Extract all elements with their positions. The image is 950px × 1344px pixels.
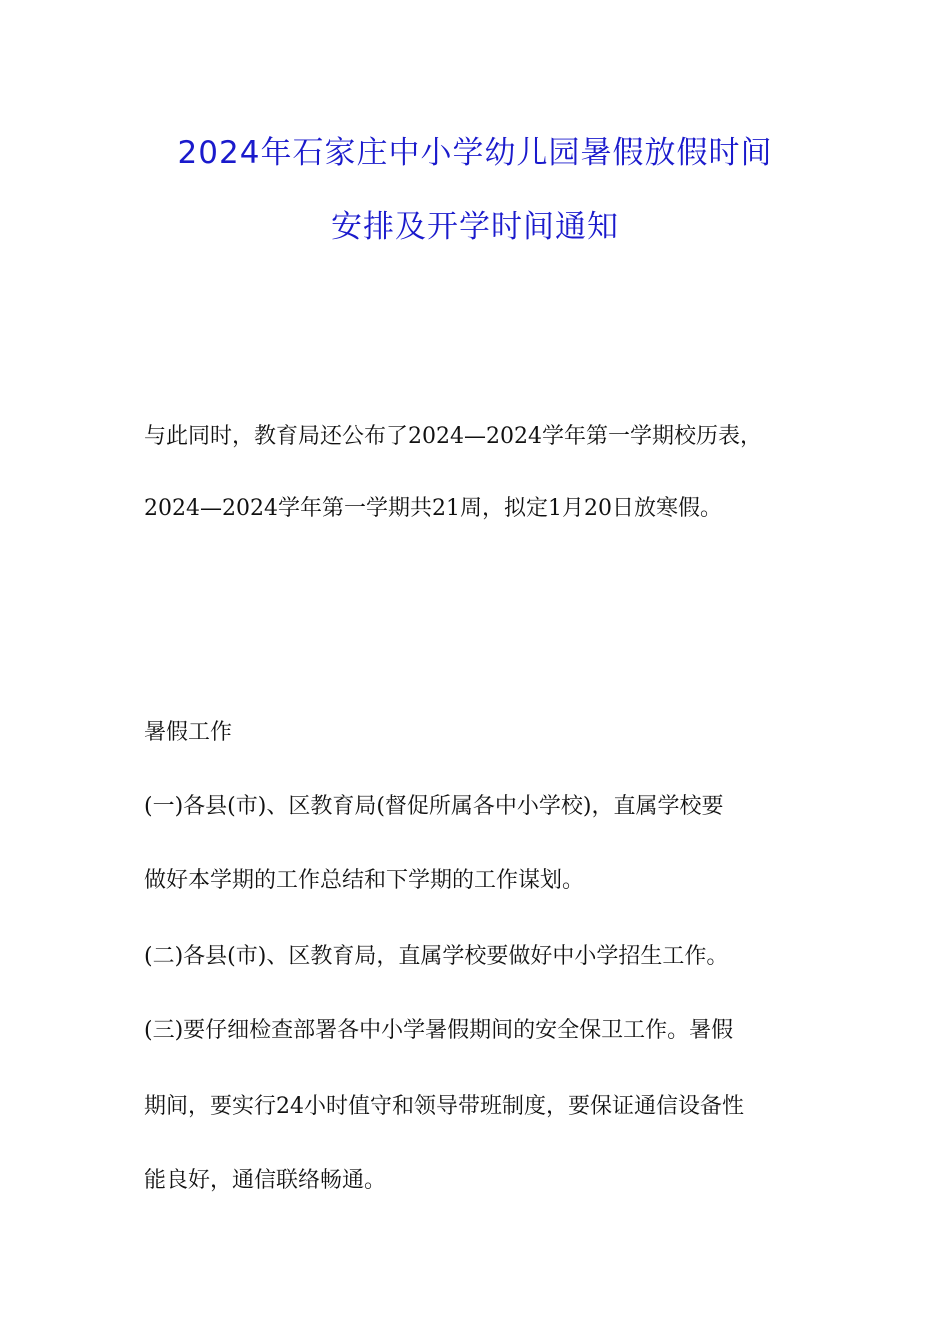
item-1-line-1: (一)各县(市)、区教育局(督促所属各中小学校)，直属学校要: [144, 794, 724, 819]
item-3-line-2: 期间，要实行24小时值守和领导带班制度，要保证通信设备性: [144, 1094, 744, 1119]
item-1-line-2: 做好本学期的工作总结和下学期的工作谋划。: [144, 868, 585, 893]
item-3-line-1: (三)要仔细检查部署各中小学暑假期间的安全保卫工作。暑假: [144, 1018, 734, 1043]
item-3-line-3: 能良好，通信联络畅通。: [144, 1168, 387, 1193]
document-title-line-2: 安排及开学时间通知: [331, 209, 619, 245]
document-title-line-1: 2024年石家庄中小学幼儿园暑假放假时间: [177, 135, 773, 171]
section-heading: 暑假工作: [144, 720, 233, 745]
item-2-line-1: (二)各县(市)、区教育局，直属学校要做好中小学招生工作。: [144, 944, 729, 969]
paragraph-1-line-2: 2024—2024学年第一学期共21周，拟定1月20日放寒假。: [144, 496, 722, 521]
paragraph-1-line-1: 与此同时，教育局还公布了2024—2024学年第一学期校历表，: [144, 424, 762, 449]
